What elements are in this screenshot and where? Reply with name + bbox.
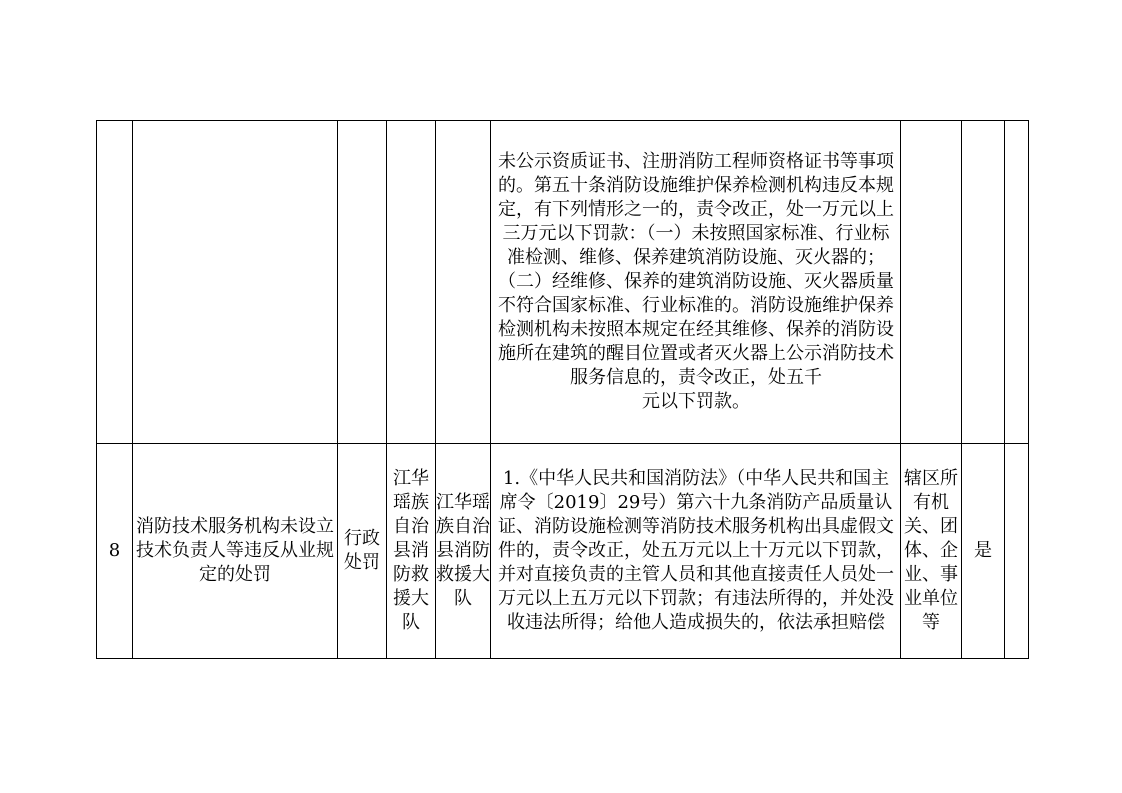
legal-basis [491,444,901,659]
implementing-body: 江华瑶族自治县消防救援大队 [387,444,436,659]
note [1005,121,1029,444]
responsible-body [436,121,491,444]
item-name [133,121,338,444]
regulation-table [96,120,1029,659]
table-row [97,444,1029,659]
row-number [97,121,133,444]
legal-basis-text: 1.《中华人民共和国消防法》（中华人民共和国主席令〔2019〕29号）第六十九条消防产品质量认证、消防设施检测等消防技术服务机构出具虚假文件的，责令改正，处五万元以上十万元以下罚款，并对直接负责的主管人员和其他直接责任人员处一万元以上五万元以下罚款；有违法所得的，并处没收违法所得；给他人造成损失的，依法承担赔偿 [498,468,894,633]
legal-basis [491,121,901,444]
note [1005,444,1029,659]
flag: 是 [962,444,1005,659]
flag [962,121,1005,444]
item-name-text: 消防技术服务机构未设立技术负责人等违反从业规定的处罚 [136,516,334,585]
implementing-body [387,121,436,444]
category [338,121,387,444]
legal-basis-text: 未公示资质证书、注册消防工程师资格证书等事项的。第五十条消防设施维护保养检测机构违反本规定，有下列情形之一的，责令改正，处一万元以上三万元以下罚款：（一）未按照国家标准、行业标准检测、维修、保养建筑消防设施、灭火器的；（二）经维修、保养的建筑消防设施、灭火器质量不符合国家标准、行业标准的。消防设施维护保养检测机构未按照本规定在经其维修、保养的消防设施所在建筑的醒目位置或者灭火器上公示消防技术服务信息的，责令改正，处五千 [498,151,894,388]
legal-basis-tail: 元以下罚款。 [642,391,750,412]
item-name [133,444,338,659]
category-text: 行政处罚 [344,528,380,573]
category [338,444,387,659]
responsible-body: 江华瑶族自治县消防救援大队 [436,444,491,659]
table-row [97,121,1029,444]
scope [901,121,962,444]
scope: 辖区所有机关、团体、企业、事业单位等 [901,444,962,659]
row-number: 8 [97,444,133,659]
